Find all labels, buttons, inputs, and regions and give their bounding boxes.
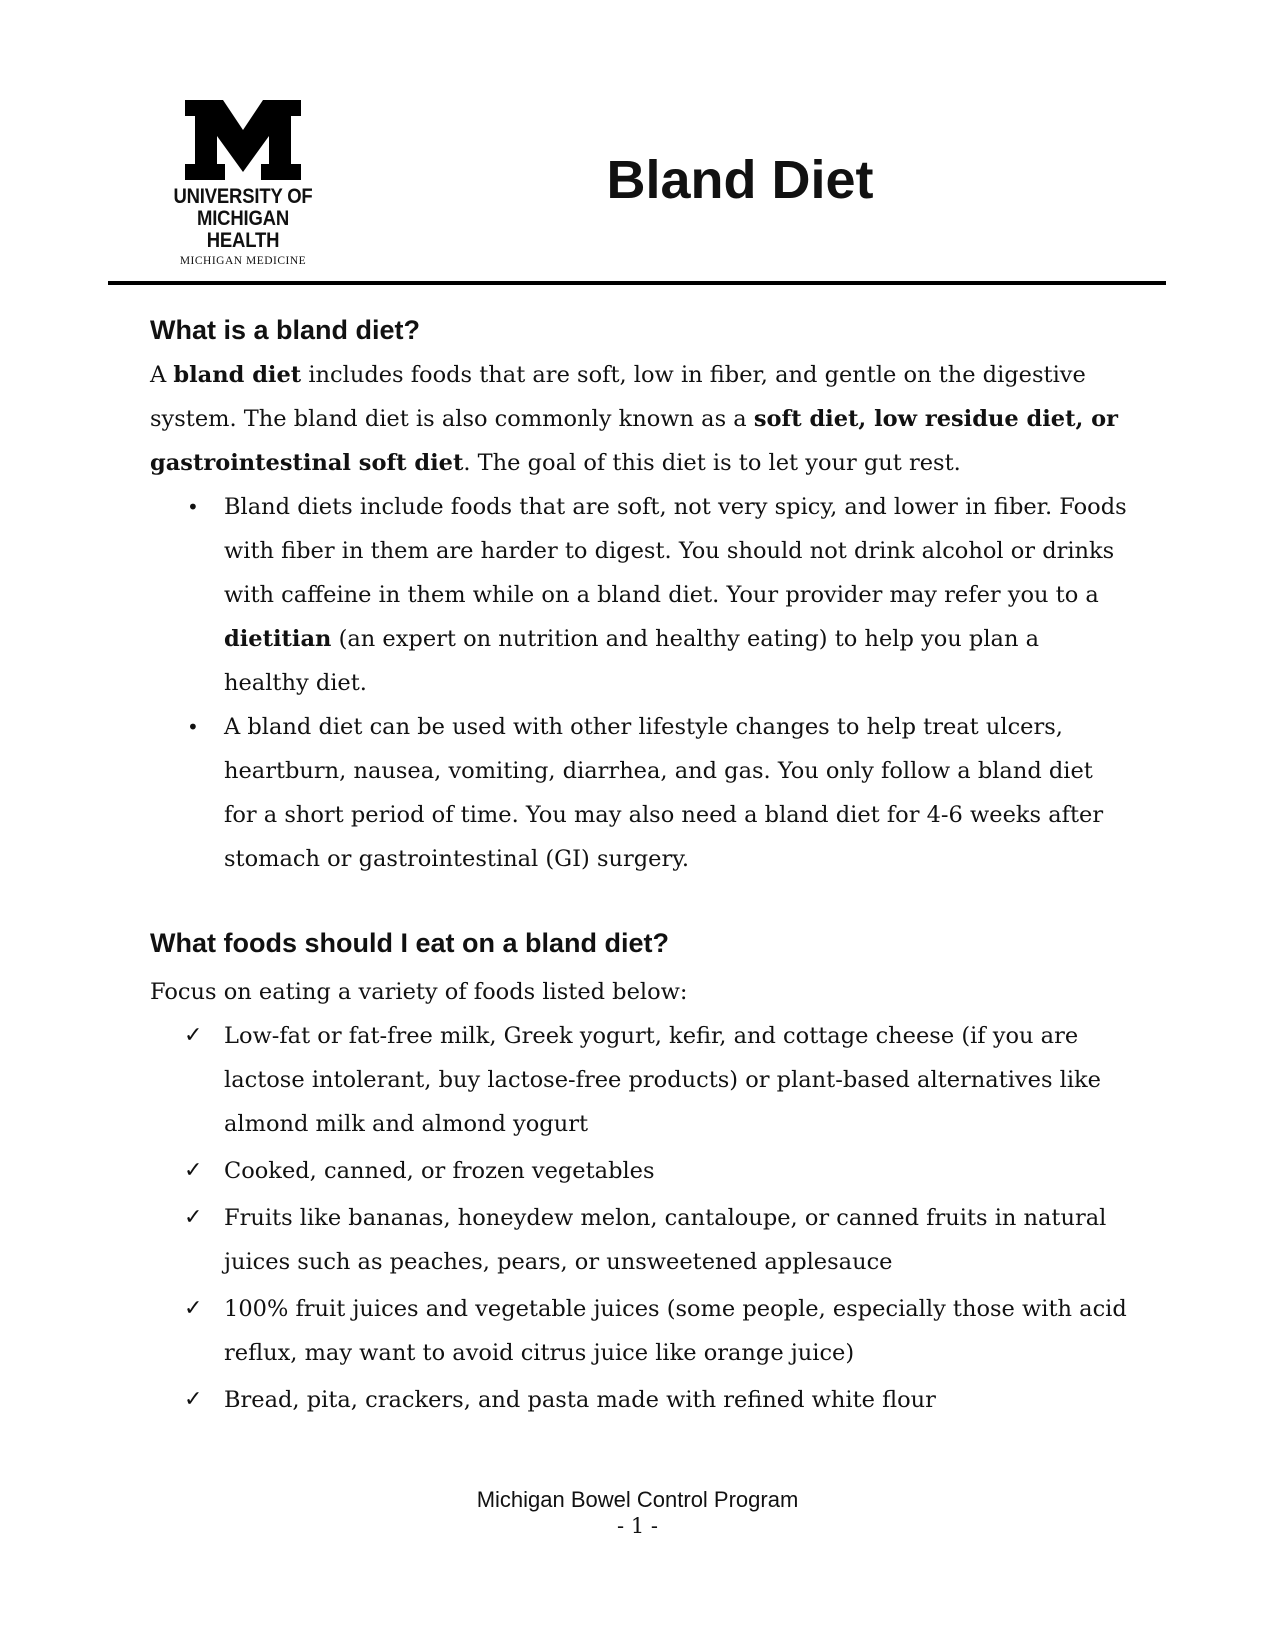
list-item-text: 100% fruit juices and vegetable juices (some people, especially those with acid reflux, may want to avoid citrus juice like orange juice)	[224, 1296, 1127, 1366]
logo-text-michigan-health: MICHIGAN HEALTH	[196, 207, 290, 252]
footer-program-name: Michigan Bowel Control Program	[476, 1487, 799, 1512]
document-title: Bland Diet	[606, 150, 874, 210]
text-run: (an expert on nutrition and healthy eating) to help you plan a healthy diet.	[224, 626, 1040, 696]
list-item	[184, 1287, 1130, 1375]
logo-text-michigan-medicine: MICHIGAN MEDICINE	[179, 255, 307, 267]
list-item-text: Fruits like bananas, honeydew melon, cantaloupe, or canned fruits in natural juices such as peaches, pears, or unsweetened applesauce	[224, 1205, 1107, 1275]
checklist	[184, 1014, 1130, 1422]
check-icon: ✓	[184, 1023, 203, 1048]
document-body	[150, 313, 1130, 1425]
list-item	[184, 1149, 1130, 1193]
list-item	[184, 1014, 1130, 1146]
bold-term: soft diet, low residue diet, or gastrointestinal soft diet	[150, 406, 1118, 476]
list-item	[184, 1196, 1130, 1284]
block-m-logo-icon	[185, 100, 301, 180]
text-run: includes foods that are soft, low in fiber, and gentle on the digestive system. The bland diet is also commonly known as a	[150, 362, 1086, 432]
text-run: Bland diets include foods that are soft, not very spicy, and lower in fiber. Foods with fiber in them are harder to digest. You should not drink alcohol or drinks with caffeine in them while on a bland diet. Your provider may refer you to a	[224, 494, 1127, 608]
list-item-text: Low-fat or fat-free milk, Greek yogurt, kefir, and cottage cheese (if you are lactose intolerant, buy lactose-free products) or plant-based alternatives like almond milk and almond yogurt	[224, 1023, 1101, 1137]
text-run: . The goal of this diet is to let your gut rest.	[463, 450, 961, 476]
header-divider	[108, 281, 1166, 285]
list-item-text: Cooked, canned, or frozen vegetables	[224, 1158, 655, 1184]
check-icon: ✓	[184, 1205, 203, 1230]
bullet-list	[224, 485, 1130, 881]
list-item	[224, 485, 1130, 705]
check-icon: ✓	[184, 1296, 203, 1321]
text-run: A	[150, 362, 174, 388]
section-heading-what-is: What is a bland diet?	[150, 315, 421, 345]
list-item-text: Bread, pita, crackers, and pasta made with refined white flour	[224, 1387, 936, 1413]
logo-text-university: UNIVERSITY OF	[173, 185, 313, 208]
check-icon: ✓	[184, 1387, 203, 1412]
check-icon: ✓	[184, 1158, 203, 1183]
list-item	[184, 1378, 1130, 1422]
section-intro-paragraph: Focus on eating a variety of foods listed below:	[150, 979, 688, 1005]
page-number: - 1 -	[617, 1514, 658, 1538]
section-intro-paragraph	[150, 353, 1130, 485]
bold-term: bland diet	[173, 362, 302, 388]
university-logo	[148, 100, 338, 267]
bold-term: dietitian	[224, 626, 332, 652]
list-item: • A bland diet can be used with other lifestyle changes to help treat ulcers, heartburn, nausea, vomiting, diarrhea, and gas. You only follow a bland diet for a short period of time. You may also need a bland diet for 4-6 weeks after stomach or gastrointestinal (GI) surgery.	[224, 705, 1130, 881]
section-heading-what-foods: What foods should I eat on a bland diet?	[150, 928, 669, 958]
